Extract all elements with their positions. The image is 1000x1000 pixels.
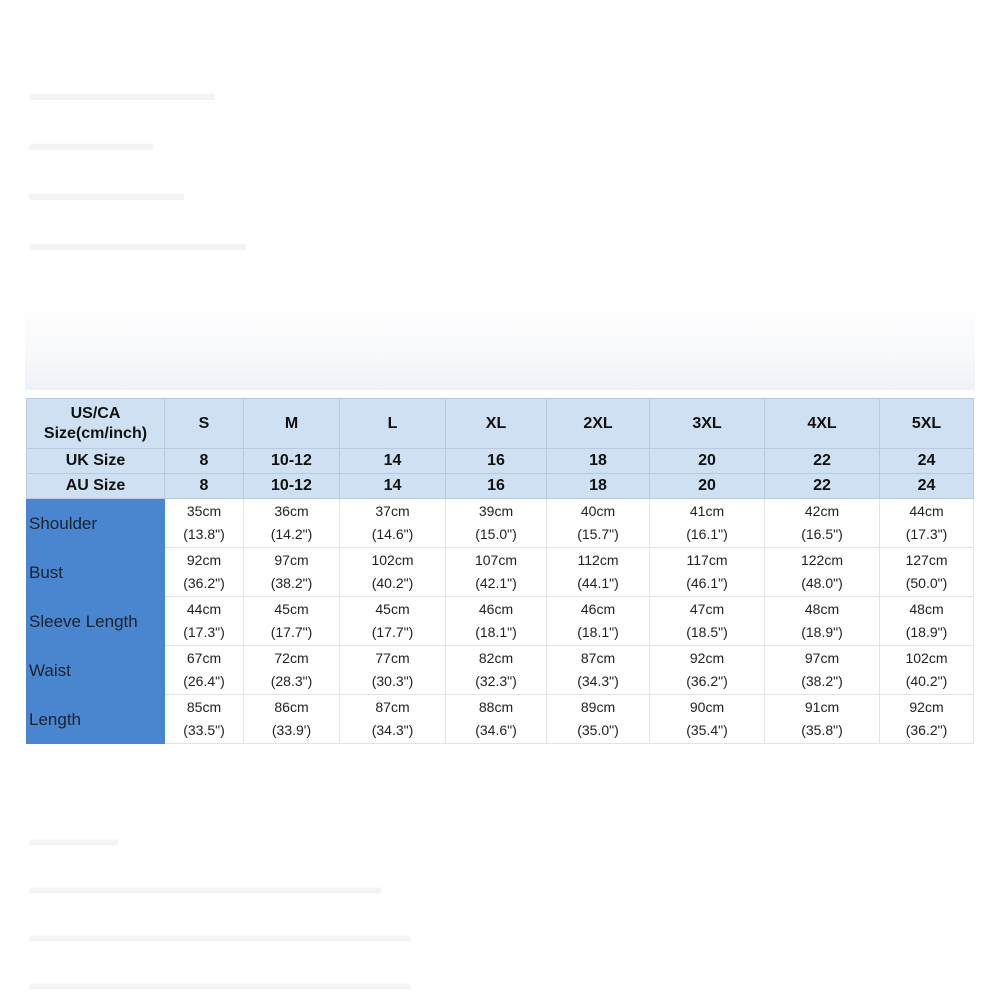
value-cm: 45cm [375, 601, 410, 617]
faded-background-band [25, 300, 975, 390]
measurement-cell [340, 695, 446, 744]
measurement-cell [880, 646, 974, 695]
value-cm: 44cm [186, 601, 222, 617]
value-cm: 122cm [800, 552, 844, 568]
faded-background-text-top: ▁▁▁▁▁▁ ▁▁▁▁ ▁▁▁▁▁ ▁▁▁▁▁▁▁ [30, 55, 246, 249]
measurement-cell [547, 646, 650, 695]
value-inch: (16.5") [801, 526, 843, 542]
value-inch: (46.1") [686, 575, 728, 591]
value-cm: 48cm [804, 601, 840, 617]
uk-size-cell: 10-12 [244, 449, 340, 474]
measurement-cell [650, 548, 765, 597]
measurement-cell [244, 597, 340, 646]
measurement-cell [446, 646, 547, 695]
measurement-cell [547, 499, 650, 548]
value-cm: 87cm [375, 699, 410, 715]
uk-size-cell: 24 [880, 449, 974, 474]
size-header-cell: M [244, 399, 340, 449]
value-inch: (16.1") [686, 526, 728, 542]
value-cm: 41cm [689, 503, 725, 519]
value-cm: 92cm [909, 699, 944, 715]
value-inch: (17.3") [905, 526, 948, 542]
value-inch: (35.4") [686, 722, 728, 738]
uk-size-cell: 22 [765, 449, 880, 474]
au-size-cell: 14 [340, 474, 446, 499]
measurement-cell [165, 548, 244, 597]
measurement-cell [340, 548, 446, 597]
value-inch: (32.3") [475, 673, 517, 689]
measurement-cell [880, 695, 974, 744]
measurement-cell [165, 597, 244, 646]
us-ca-size-header-cell [27, 399, 165, 449]
value-cm: 67cm [186, 650, 222, 666]
value-inch: (34.3") [371, 722, 414, 738]
value-inch: (36.2") [905, 722, 948, 738]
value-inch: (35.8") [801, 722, 843, 738]
measurement-cell [650, 646, 765, 695]
measurement-cell [765, 499, 880, 548]
measurement-cell [765, 597, 880, 646]
value-inch: (14.2") [270, 526, 313, 542]
size-header-cell: 2XL [547, 399, 650, 449]
measurement-cell [446, 695, 547, 744]
value-cm: 89cm [580, 699, 616, 715]
measurement-label: Length [27, 695, 165, 744]
measurement-label: Sleeve Length [27, 597, 165, 646]
value-inch: (38.2") [801, 673, 843, 689]
measurement-cell [340, 646, 446, 695]
size-header-cell: 4XL [765, 399, 880, 449]
value-inch: (36.2") [183, 575, 225, 591]
measurement-row [27, 597, 974, 646]
value-inch: (48.0") [801, 575, 843, 591]
uk-size-cell: 18 [547, 449, 650, 474]
value-cm: 85cm [186, 699, 222, 715]
measurement-cell [244, 499, 340, 548]
value-cm: 117cm [686, 552, 728, 568]
au-size-cell: 20 [650, 474, 765, 499]
measurement-cell [340, 597, 446, 646]
value-cm: 44cm [909, 503, 944, 519]
measurement-row [27, 695, 974, 744]
measurement-cell [165, 695, 244, 744]
value-cm: 77cm [375, 650, 410, 666]
faded-background-text-bottom: ▁▁▁ ▁▁▁▁▁▁▁▁▁▁▁▁ ▁▁▁▁▁▁▁▁▁▁▁▁▁ ▁▁▁▁▁▁▁▁▁▁▁▁▁ [30, 803, 410, 989]
measurement-cell [765, 646, 880, 695]
value-cm: 46cm [478, 601, 514, 617]
value-cm: 82cm [478, 650, 514, 666]
measurement-cell [880, 499, 974, 548]
measurement-cell [650, 499, 765, 548]
au-size-cell: 22 [765, 474, 880, 499]
value-inch: (14.6") [371, 526, 414, 542]
value-inch: (28.3") [270, 673, 313, 689]
size-header-cell: 3XL [650, 399, 765, 449]
measurement-label: Shoulder [27, 499, 165, 548]
size-header-cell: L [340, 399, 446, 449]
uk-size-cell: 20 [650, 449, 765, 474]
value-inch: (38.2") [270, 575, 313, 591]
uk-size-row [27, 449, 974, 474]
au-size-cell: 8 [165, 474, 244, 499]
value-inch: (33.5") [183, 722, 225, 738]
value-cm: 97cm [804, 650, 840, 666]
value-cm: 102cm [371, 552, 414, 568]
measurement-cell [446, 597, 547, 646]
value-cm: 91cm [804, 699, 840, 715]
size-chart-table [26, 398, 974, 744]
value-inch: (18.1") [475, 624, 517, 640]
au-size-cell: 10-12 [244, 474, 340, 499]
value-cm: 35cm [186, 503, 222, 519]
value-inch: (17.7") [270, 624, 313, 640]
uk-size-cell: 14 [340, 449, 446, 474]
value-cm: 107cm [474, 552, 518, 568]
us-size-header-row [27, 399, 974, 449]
value-cm: 90cm [689, 699, 725, 715]
value-inch: (18.9") [801, 624, 843, 640]
value-cm: 36cm [274, 503, 309, 519]
measurement-cell [165, 499, 244, 548]
value-cm: 72cm [274, 650, 309, 666]
value-cm: 102cm [905, 650, 948, 666]
value-inch: (17.3") [183, 624, 225, 640]
value-inch: (50.0") [905, 575, 948, 591]
value-cm: 40cm [580, 503, 616, 519]
measurement-rows [27, 499, 974, 744]
value-inch: (17.7") [371, 624, 414, 640]
size-header-cell: 5XL [880, 399, 974, 449]
value-inch: (42.1") [475, 575, 517, 591]
measurement-cell [650, 597, 765, 646]
value-cm: 37cm [375, 503, 410, 519]
measurement-cell [446, 499, 547, 548]
value-cm: 127cm [905, 552, 948, 568]
au-size-label: AU Size [27, 474, 165, 499]
size-header-cell: S [165, 399, 244, 449]
value-inch: (15.7") [577, 526, 619, 542]
value-inch: (34.6") [475, 722, 517, 738]
value-inch: (26.4") [183, 673, 225, 689]
size-unit-label: Size(cm/inch) [43, 424, 148, 442]
value-inch: (30.3") [371, 673, 414, 689]
value-cm: 112cm [577, 552, 619, 568]
measurement-cell [244, 695, 340, 744]
value-inch: (40.2") [371, 575, 414, 591]
value-inch: (40.2") [905, 673, 948, 689]
value-inch: (18.1") [577, 624, 619, 640]
us-ca-label: US/CA [70, 404, 121, 422]
measurement-cell [340, 499, 446, 548]
measurement-cell [165, 646, 244, 695]
uk-size-label: UK Size [27, 449, 165, 474]
au-size-cell: 24 [880, 474, 974, 499]
uk-size-cell: 16 [446, 449, 547, 474]
value-cm: 48cm [909, 601, 944, 617]
measurement-row [27, 499, 974, 548]
measurement-cell [880, 597, 974, 646]
value-cm: 39cm [478, 503, 514, 519]
measurement-cell [650, 695, 765, 744]
value-inch: (36.2") [686, 673, 728, 689]
measurement-cell [765, 548, 880, 597]
measurement-cell [547, 695, 650, 744]
value-inch: (15.0") [475, 526, 517, 542]
measurement-cell [244, 646, 340, 695]
au-size-cell: 16 [446, 474, 547, 499]
measurement-cell [880, 548, 974, 597]
size-header-cell: XL [446, 399, 547, 449]
value-cm: 46cm [580, 601, 616, 617]
value-inch: (13.8") [183, 526, 225, 542]
value-inch: (18.9") [905, 624, 948, 640]
measurement-cell [446, 548, 547, 597]
value-cm: 97cm [274, 552, 309, 568]
measurement-cell [765, 695, 880, 744]
value-inch: (35.0") [577, 722, 619, 738]
value-inch: (18.5") [686, 624, 728, 640]
value-cm: 92cm [186, 552, 222, 568]
measurement-row [27, 548, 974, 597]
value-cm: 45cm [274, 601, 309, 617]
value-inch: (34.3") [577, 673, 619, 689]
measurement-cell [547, 597, 650, 646]
value-inch: (33.9') [271, 722, 312, 738]
value-cm: 86cm [274, 699, 309, 715]
value-cm: 88cm [478, 699, 514, 715]
uk-size-cell: 8 [165, 449, 244, 474]
value-cm: 87cm [580, 650, 616, 666]
measurement-cell [244, 548, 340, 597]
au-size-cell: 18 [547, 474, 650, 499]
value-cm: 92cm [689, 650, 725, 666]
value-inch: (44.1") [577, 575, 619, 591]
measurement-label: Waist [27, 646, 165, 695]
measurement-row [27, 646, 974, 695]
measurement-label: Bust [27, 548, 165, 597]
value-cm: 47cm [689, 601, 725, 617]
value-cm: 42cm [804, 503, 840, 519]
au-size-row [27, 474, 974, 499]
measurement-cell [547, 548, 650, 597]
